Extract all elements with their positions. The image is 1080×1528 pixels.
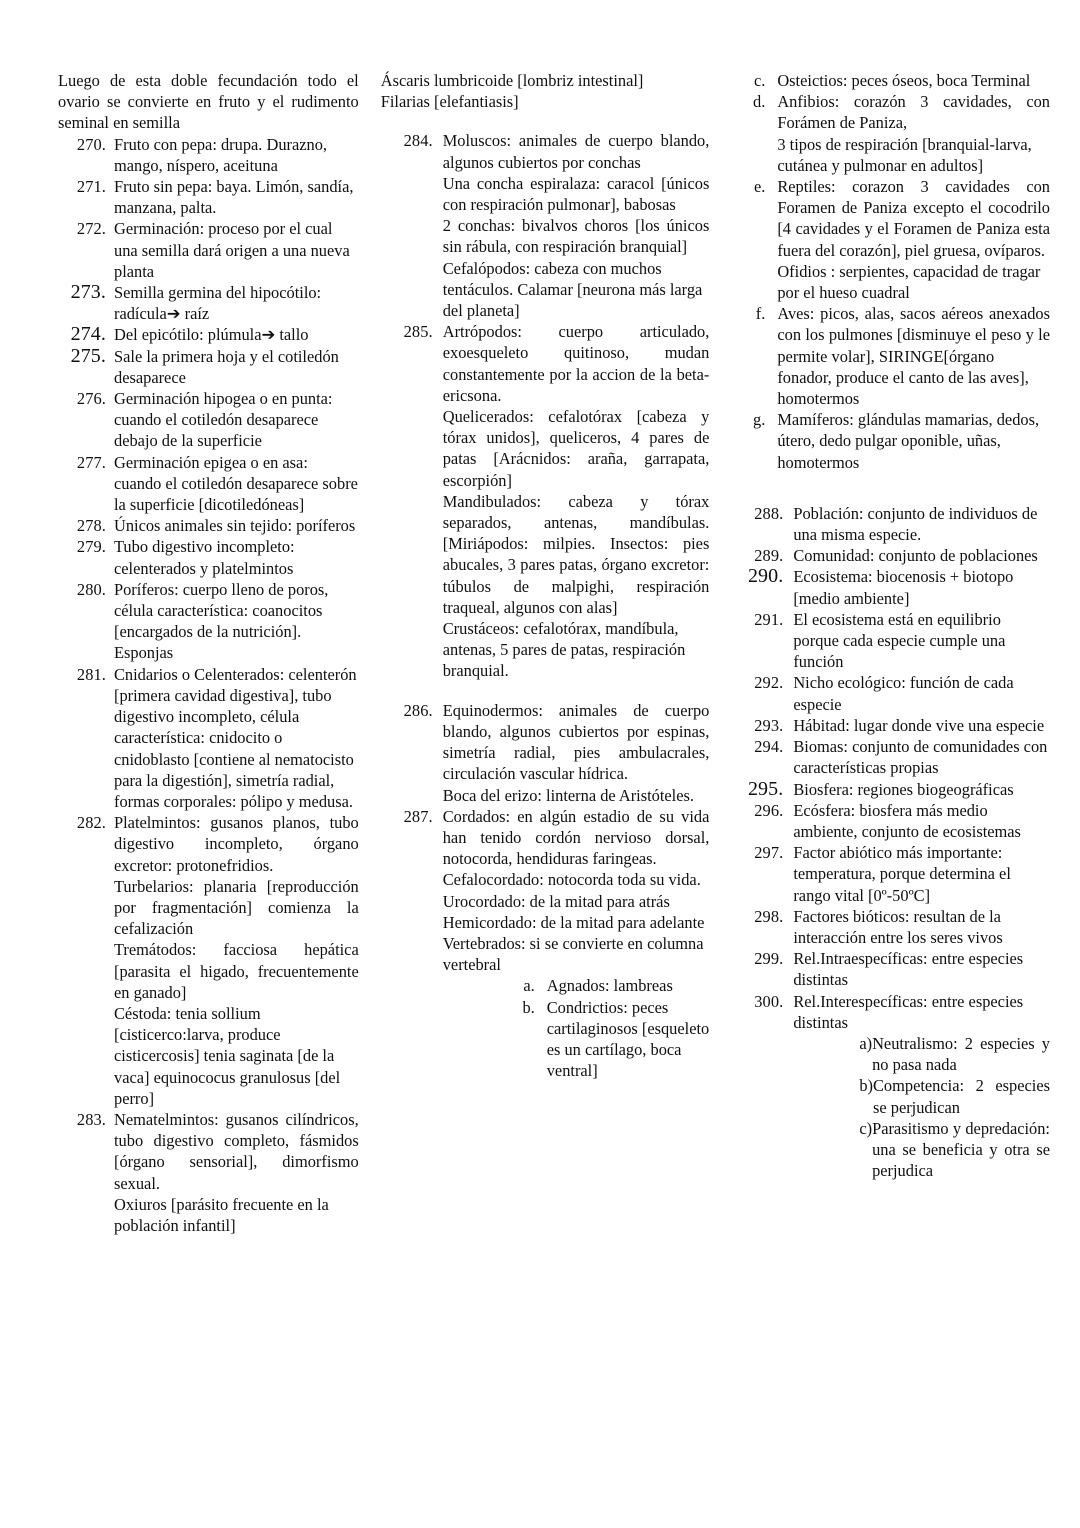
paragraph: Cnidarios o Celenterados: celenterón [primera cavidad digestiva], tubo digestivo incompleto, célula característica: cnidocito o cnidoblasto [contiene al nematocisto para la digestión], simetría radial, formas corporales: pólipo y medusa. — [114, 664, 357, 811]
paragraph: Fruto con pepa: drupa. Durazno, mango, níspero, aceituna — [114, 134, 328, 175]
paragraph: fonador, produce el canto de las aves], homotermos — [777, 367, 1029, 409]
paragraph: Nicho ecológico: función de cada especie — [793, 673, 1014, 714]
list-number-label: 274. — [70, 323, 106, 346]
list-item-body — [114, 324, 359, 345]
numbered-list-item — [58, 1109, 359, 1236]
list-number-label: 287. — [403, 806, 433, 826]
numbered-list-item — [381, 321, 710, 681]
list-number-label: 271. — [76, 177, 106, 197]
paragraph: Factor abiótico más importante: temperatura, porque determina el rango vital [0º-50ºC] — [793, 843, 1011, 905]
list-item-body — [793, 948, 1050, 990]
list-number-label: 300. — [754, 991, 784, 1011]
paragraph: Parasitismo y depredación: una se beneficia y otra se perjudica — [872, 1118, 1050, 1181]
list-number-label: 283. — [76, 1109, 106, 1129]
list-item-body — [443, 806, 710, 1082]
list-item-body — [872, 1033, 1050, 1075]
list-letter-label: e. — [753, 177, 766, 197]
paragraph: Agnados: lambreas — [546, 976, 673, 996]
paragraph: Turbelarios: planaria [reproducción por fragmentación] comienza la cefalización — [114, 876, 359, 939]
paragraph: El ecosistema está en equilibrio porque cada especie cumple una función — [793, 609, 1006, 672]
numbered-list-item — [58, 452, 359, 516]
numbered-list-item — [731, 545, 1050, 566]
numbered-list-item — [731, 906, 1050, 948]
paragraph: Cefalocordado: notocorda toda su vida. — [442, 870, 701, 890]
paragraph: Ecósfera: biosfera más medio ambiente, conjunto de ecosistemas — [793, 800, 1021, 841]
list-number-label: 292. — [754, 673, 784, 693]
paragraph: Mamíferos: glándulas mamarias, dedos, útero, dedo pulgar oponible, uñas, homotermos — [777, 410, 1040, 472]
paragraph: Anfibios: corazón 3 cavidades, con Forámen de Paniza, — [777, 92, 1050, 133]
paragraph: Osteictios: peces óseos, boca Terminal — [777, 71, 1031, 90]
list-number-label: 294. — [754, 737, 784, 757]
list-item-body — [443, 321, 710, 681]
paragraph: Competencia: 2 especies se perjudican — [873, 1076, 1050, 1117]
paragraph: Moluscos: animales de cuerpo blando, algunos cubiertos por conchas — [442, 131, 710, 172]
list-number-label: 285. — [403, 322, 433, 342]
numbered-list-item — [58, 664, 359, 812]
list-number-label: 277. — [76, 452, 106, 472]
lead-paragraph: Filarias [elefantiasis] — [380, 92, 519, 112]
numbered-list-item — [58, 134, 359, 176]
numbered-list-item — [731, 800, 1050, 842]
list-item-body — [114, 346, 359, 388]
list-paren-label: a) — [859, 1033, 873, 1053]
list-number-label: 298. — [754, 906, 784, 926]
paragraph: Semilla germina del hipocótilo: radícula➔ raíz — [114, 283, 322, 324]
paragraph: Aves: picos, alas, sacos aéreos anexados con los pulmones [disminuye el peso y le permite volar], SIRINGE[órgano — [777, 304, 1050, 366]
vertical-spacer — [381, 682, 710, 700]
paragraph: Urocordado: de la mitad para atrás — [442, 891, 670, 911]
list-item-body — [114, 176, 359, 218]
list-item-body — [793, 545, 1050, 566]
paragraph: Factores bióticos: resultan de la interacción entre los seres vivos — [793, 906, 1003, 947]
list-item-body — [114, 388, 359, 452]
paragraph: Vertebrados: si se convierte en columna vertebral — [442, 933, 704, 975]
numbered-list-item — [731, 672, 1050, 714]
numbered-list-item — [731, 736, 1050, 778]
list-number-label: 293. — [754, 715, 784, 735]
numbered-list-item — [58, 536, 359, 578]
numbered-list-item — [58, 515, 359, 536]
numbered-list-item — [58, 388, 359, 452]
list-item-body — [793, 736, 1050, 778]
numbered-list-item — [731, 609, 1050, 673]
paragraph: Nematelmintos: gusanos cilíndricos, tubo digestivo completo, fásmidos [órgano sensorial], dimorfismo sexual. — [114, 1109, 359, 1193]
list-item-body — [793, 609, 1050, 673]
lettered-list-item — [731, 91, 1050, 176]
three-column-layout — [30, 70, 1050, 1236]
vertical-spacer — [731, 473, 1050, 503]
paragraph: Crustáceos: cefalotórax, mandíbula, antenas, 5 pares de patas, respiración branquial. — [442, 619, 686, 681]
list-number-label: 291. — [754, 609, 784, 629]
paragraph: Cefalópodos: cabeza con muchos tentáculos. Calamar [neurona más larga del planeta] — [442, 258, 703, 321]
numbered-list-item — [58, 346, 359, 388]
list-item-body — [114, 579, 359, 664]
paren-list-item — [859, 1075, 1050, 1117]
list-number-label: 297. — [754, 843, 784, 863]
paragraph: Oxiuros [parásito frecuente en la población infantil] — [114, 1194, 329, 1235]
list-letter-label: b. — [522, 997, 535, 1017]
list-paren-label: b) — [859, 1076, 873, 1096]
paragraph: Biomas: conjunto de comunidades con características propias — [793, 737, 1048, 778]
numbered-list-item — [58, 579, 359, 664]
lead-paragraph: Áscaris lumbricoide [lombriz intestinal] — [380, 71, 644, 90]
numbered-list-item — [731, 503, 1050, 545]
lead-paragraph: Luego de esta doble fecundación todo el ovario se convierte en fruto y el rudimento seminal en semilla — [58, 71, 359, 133]
list-item-body — [114, 515, 359, 536]
numbered-list-item — [381, 700, 710, 806]
list-item-body — [114, 452, 359, 516]
numbered-list-item — [731, 566, 1050, 608]
lettered-list-item — [731, 303, 1050, 409]
list-item-body — [114, 536, 359, 578]
paragraph: Únicos animales sin tejido: poríferos — [114, 516, 356, 536]
lettered-list-item — [501, 997, 710, 1082]
paragraph: Reptiles: corazon 3 cavidades con Foramen de Paniza excepto el cocodrilo [4 cavidades y el Foramen de Paniza esta fuera del corazón], piel gruesa, ovíparos. — [777, 177, 1050, 260]
paragraph: Germinación hipogea o en punta: cuando el cotiledón desaparece debajo de la superficie — [114, 389, 333, 451]
paragraph: Hábitad: lugar donde vive una especie — [793, 715, 1045, 735]
list-number-label: 275. — [70, 344, 106, 367]
list-number-label: 282. — [76, 813, 106, 833]
list-number-label: 270. — [76, 134, 106, 154]
lettered-list-item — [731, 176, 1050, 303]
paragraph: Rel.Intraespecíficas: entre especies distintas — [793, 949, 1024, 990]
list-letter-label: g. — [753, 410, 766, 430]
paragraph: 2 conchas: bivalvos choros [los únicos sin rábula, con respiración branquial] — [442, 216, 710, 257]
list-number-label: 273. — [70, 281, 106, 304]
list-item-body — [777, 91, 1050, 176]
nested-lettered-list — [443, 975, 710, 1081]
list-item-body — [793, 503, 1050, 545]
list-item-body — [114, 1109, 359, 1236]
list-item-body — [793, 779, 1050, 800]
list-number-label: 284. — [403, 131, 433, 151]
paragraph: Una concha espiralaza: caracol [únicos con respiración pulmonar], babosas — [442, 173, 710, 215]
list-item-body — [114, 282, 359, 324]
list-letter-label: d. — [753, 92, 766, 112]
list-item-body — [793, 715, 1050, 736]
paren-list-item — [859, 1118, 1050, 1182]
list-number-label: 286. — [403, 700, 433, 720]
list-letter-label: c. — [753, 71, 766, 90]
list-item-body — [114, 134, 359, 176]
list-letter-label: f. — [755, 304, 766, 324]
paragraph: Comunidad: conjunto de poblaciones — [793, 546, 1038, 566]
numbered-list-item — [58, 324, 359, 345]
paragraph: Biosfera: regiones biogeográficas — [793, 779, 1014, 799]
list-item-body — [793, 800, 1050, 842]
lettered-list-item — [731, 70, 1050, 91]
list-number-label: 272. — [76, 219, 106, 239]
list-item-body — [114, 218, 359, 282]
paragraph: Sale la primera hoja y el cotiledón desaparece — [114, 346, 339, 387]
list-letter-label: a. — [523, 976, 535, 996]
numbered-list-item — [381, 806, 710, 1082]
list-item-body — [793, 842, 1050, 906]
list-item-body — [873, 1075, 1050, 1117]
list-paren-label: c) — [859, 1118, 873, 1138]
paragraph: Platelmintos: gusanos planos, tubo digestivo incompleto, órgano excretor: protonefridios. — [114, 813, 359, 875]
paragraph: Ofidios : serpientes, capacidad de tragar por el hueso cuadral — [777, 261, 1041, 303]
paragraph: Tubo digestivo incompleto: celenterados y platelmintos — [114, 537, 295, 578]
list-item-body — [443, 130, 710, 321]
list-item-body — [114, 812, 359, 1109]
list-number-label: 280. — [76, 579, 106, 599]
list-number-label: 289. — [754, 546, 784, 566]
numbered-list-item — [731, 948, 1050, 990]
paragraph: Hemicordado: de la mitad para adelante — [442, 912, 705, 932]
nested-paren-list — [793, 1033, 1050, 1181]
list-item-body — [872, 1118, 1050, 1182]
paragraph: Quelicerados: cefalotórax [cabeza y tórax unidos], queliceros, 4 pares de patas [Arácnidos: araña, garrapata, escorpión] — [442, 407, 710, 490]
column-middle — [381, 70, 710, 1081]
paragraph: Equinodermos: animales de cuerpo blando, algunos cubiertos por espinas, simetría radial, pies ambulacrales, circulación vascular hídrica. — [442, 700, 710, 784]
numbered-list-item — [58, 282, 359, 324]
numbered-list-item — [731, 991, 1050, 1182]
lettered-list-item — [501, 975, 710, 996]
paragraph: Población: conjunto de individuos de una misma especie. — [793, 503, 1038, 545]
list-item-body — [793, 672, 1050, 714]
paragraph: Boca del erizo: linterna de Aristóteles. — [442, 785, 694, 805]
list-number-label: 279. — [76, 537, 106, 557]
paragraph: Del epicótilo: plúmula➔ tallo — [114, 325, 309, 345]
numbered-list-item — [731, 842, 1050, 906]
paragraph: 3 tipos de respiración [branquial-larva, cutánea y pulmonar en adultos] — [777, 134, 1032, 175]
list-item-body — [547, 997, 710, 1082]
list-item-body — [443, 700, 710, 806]
paragraph: Germinación: proceso por el cual una semilla dará origen a una nueva planta — [114, 219, 350, 281]
list-item-body — [777, 303, 1050, 409]
numbered-list-item — [731, 715, 1050, 736]
list-item-body — [114, 664, 359, 812]
paragraph: Tremátodos: facciosa hepática [parasita el higado, frecuentemente en ganado] — [114, 940, 359, 1002]
list-number-label: 278. — [76, 516, 106, 536]
paragraph: Cordados: en algún estadio de su vida han tenido cordón nervioso dorsal, notocorda, hendiduras faringeas. — [442, 806, 710, 869]
list-item-body — [777, 409, 1050, 473]
paragraph: Artrópodos: cuerpo articulado, exoesqueleto quitinoso, mudan constantemente por la accion de la beta-ericsona. — [442, 322, 710, 405]
list-item-body — [547, 975, 710, 996]
list-number-label: 276. — [76, 389, 106, 409]
paragraph: Germinación epigea o en asa: cuando el cotiledón desaparece sobre la superficie [dicotiledóneas] — [114, 452, 358, 515]
paragraph: Ecosistema: biocenosis + biotopo [medio ambiente] — [793, 567, 1014, 608]
list-item-body — [793, 906, 1050, 948]
paren-list-item — [859, 1033, 1050, 1075]
paragraph: Céstoda: tenia sollium [cisticerco:larva, produce cisticercosis] tenia saginata [de la vaca] equinococus granulosus [del perro] — [114, 1003, 341, 1108]
paragraph: Rel.Interespecíficas: entre especies distintas — [793, 991, 1024, 1032]
paragraph: Neutralismo: 2 especies y no pasa nada — [872, 1033, 1050, 1075]
numbered-list-item — [381, 130, 710, 321]
numbered-list-item — [58, 812, 359, 1109]
paragraph: Mandibulados: cabeza y tórax separados, antenas, mandíbulas. [Miriápodos: milpies. Insectos: pies abucales, 3 pares patas, órgano excretor: túbulos de malpighi, respiración traqueal, algunos con alas] — [442, 491, 710, 617]
numbered-list-item — [58, 218, 359, 282]
numbered-list-item — [731, 779, 1050, 800]
list-number-label: 288. — [754, 503, 784, 523]
paragraph: Condrictios: peces cartilaginosos [esqueleto es un cartílago, boca ventral] — [546, 997, 710, 1081]
list-number-label: 296. — [754, 800, 784, 820]
list-item-body — [793, 566, 1050, 608]
list-number-label: 290. — [747, 565, 784, 588]
numbered-list-item — [58, 176, 359, 218]
column-right — [731, 70, 1050, 1181]
list-item-body — [793, 991, 1050, 1182]
list-number-label: 295. — [747, 777, 784, 800]
vertical-spacer — [381, 112, 710, 130]
paragraph: Poríferos: cuerpo lleno de poros, célula característica: coanocitos [encargados de la nutrición]. Esponjas — [114, 579, 329, 663]
lettered-list-item — [731, 409, 1050, 473]
list-item-body — [777, 176, 1050, 303]
column-left — [30, 70, 359, 1236]
list-number-label: 299. — [754, 949, 784, 969]
paragraph: Fruto sin pepa: baya. Limón, sandía, manzana, palta. — [114, 177, 354, 218]
list-number-label: 281. — [76, 664, 106, 684]
list-item-body — [777, 70, 1050, 91]
